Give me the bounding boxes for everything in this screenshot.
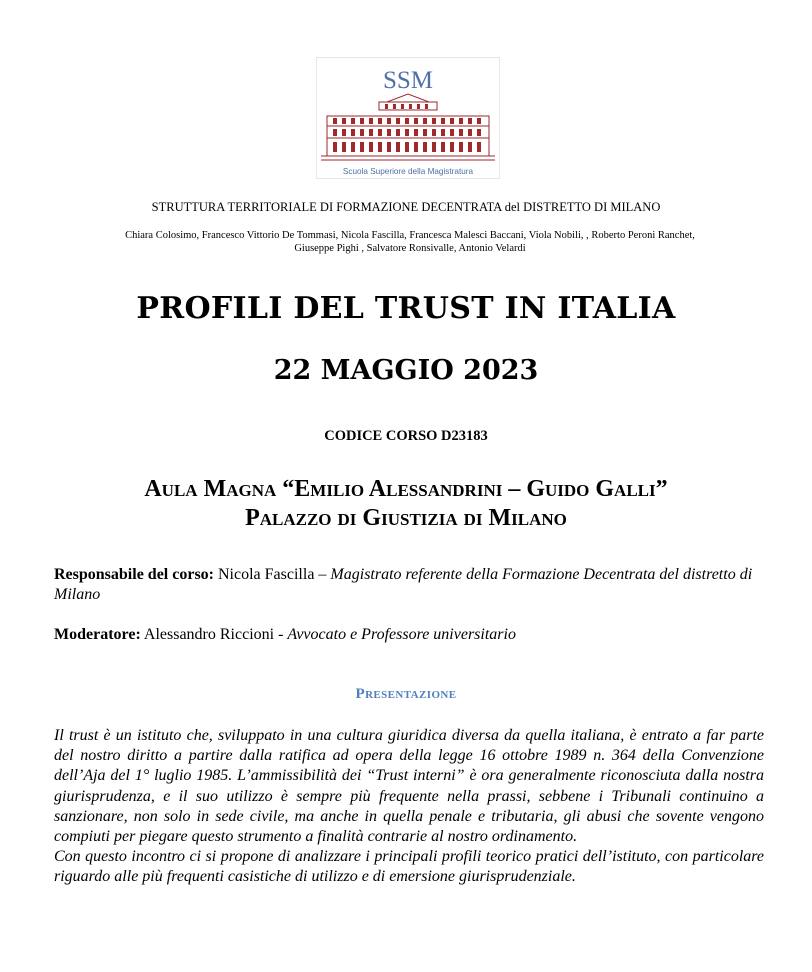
window-shape (351, 129, 355, 136)
window-shape (423, 129, 427, 136)
window-shape (378, 129, 382, 136)
presentazione-body (54, 726, 764, 888)
window-shape (423, 142, 427, 152)
presentazione-paragraph-1: Il trust è un istituto che, sviluppato in una cultura giuridica diversa da quella italiana, è entrato a far parte del nostro diritto a partire dalla ratifica ad opera della legge 16 ottobre 1989 n. 364 della Convenzione dell’Aja del 1° luglio 1985. L’ammissibilità dei “Trust interni” è ora generalmente riconosciuta dalla nostra giurisprudenza, e il suo utilizzo è sempre più frequente nella prassi, sebbene i Tribunali continuino a sanzionare, non solo in sede civile, ma anche in quella penale e tributaria, gli abusi che sovente vengono compiuti per piegare questo strumento a finalità contrarie al nostro ordinamento. (54, 727, 764, 846)
struttura-heading: STRUTTURA TERRITORIALE DI FORMAZIONE DECENTRATA del DISTRETTO DI MILANO (151, 200, 661, 214)
window-shape (360, 142, 364, 152)
window-shape (405, 118, 409, 124)
window-shape (351, 118, 355, 124)
window-shape (414, 129, 418, 136)
window-shape (450, 129, 454, 136)
window-shape (396, 129, 400, 136)
window-shape (396, 142, 400, 152)
window-shape (441, 142, 445, 152)
window-shape (432, 118, 436, 124)
presentazione-heading: Presentazione (355, 686, 457, 702)
window-shape (468, 129, 472, 136)
window-shape (342, 142, 346, 152)
window-shape (450, 118, 454, 124)
moderator-label: Moderatore: (54, 626, 141, 643)
window-shape (441, 129, 445, 136)
responsible-role: Magistrato referente della Formazione Decentrata del distretto di Milano (54, 566, 753, 603)
ssm-logo (316, 57, 500, 179)
window-shape (378, 118, 382, 124)
window-shape (477, 129, 481, 136)
window-shape (459, 142, 463, 152)
responsible-name: Nicola Fascilla – (214, 566, 331, 583)
window-shape (414, 118, 418, 124)
window-shape (468, 142, 472, 152)
course-code: CODICE CORSO D23183 (324, 428, 488, 444)
window-shape (396, 118, 400, 124)
window-shape (369, 142, 373, 152)
window-shape (342, 129, 346, 136)
members-line-2: Giuseppe Pighi , Salvatore Ronsivalle, Antonio Velardi (294, 243, 526, 254)
venue (0, 475, 812, 533)
window-shape (459, 129, 463, 136)
venue-line-2: Palazzo di Giustizia di Milano (245, 505, 567, 531)
members-list (60, 229, 760, 255)
window-shape (360, 118, 364, 124)
moderator-role: Avvocato e Professore universitario (287, 626, 516, 643)
window-shape (401, 104, 404, 109)
window-shape (333, 129, 337, 136)
window-shape (459, 118, 463, 124)
window-shape (342, 118, 346, 124)
window-shape (468, 118, 472, 124)
window-shape (432, 142, 436, 152)
venue-line-1: Aula Magna “Emilio Alessandrini – Guido Galli” (144, 476, 668, 502)
course-responsible (54, 565, 754, 605)
window-shape (425, 104, 428, 109)
window-shape (423, 118, 427, 124)
window-shape (405, 129, 409, 136)
window-shape (450, 142, 454, 152)
palazzo-illustration (317, 58, 499, 178)
window-shape (393, 104, 396, 109)
window-shape (369, 118, 373, 124)
presentazione-paragraph-2: Con questo incontro ci si propone di analizzare i principali profili teorico pratici dell’istituto, con particolare riguardo alle più frequenti casistiche di utilizzo e di emersione giurisprudenziale. (54, 848, 764, 886)
window-shape (477, 142, 481, 152)
window-shape (414, 142, 418, 152)
window-shape (387, 142, 391, 152)
window-shape (385, 104, 388, 109)
window-shape (378, 142, 382, 152)
event-date: 22 MAGGIO 2023 (273, 355, 539, 386)
window-shape (369, 129, 373, 136)
window-shape (409, 104, 412, 109)
members-line-1: Chiara Colosimo, Francesco Vittorio De Tommasi, Nicola Fascilla, Francesca Malesci Baccani, Viola Nobili, , Roberto Peroni Ranchet, (125, 230, 695, 241)
window-shape (405, 142, 409, 152)
window-shape (441, 118, 445, 124)
logo-monogram: SSM (382, 67, 434, 94)
window-shape (387, 129, 391, 136)
window-shape (387, 118, 391, 124)
moderator (54, 625, 754, 645)
window-shape (432, 129, 436, 136)
event-title: PROFILI DEL TRUST IN ITALIA (136, 291, 676, 326)
window-shape (477, 118, 481, 124)
moderator-name: Alessandro Riccioni - (140, 626, 288, 643)
logo-caption: Scuola Superiore della Magistratura (342, 167, 474, 176)
window-shape (333, 142, 337, 152)
window-shape (417, 104, 420, 109)
responsible-label: Responsabile del corso: (54, 566, 214, 583)
window-shape (351, 142, 355, 152)
window-shape (333, 118, 337, 124)
window-shape (360, 129, 364, 136)
